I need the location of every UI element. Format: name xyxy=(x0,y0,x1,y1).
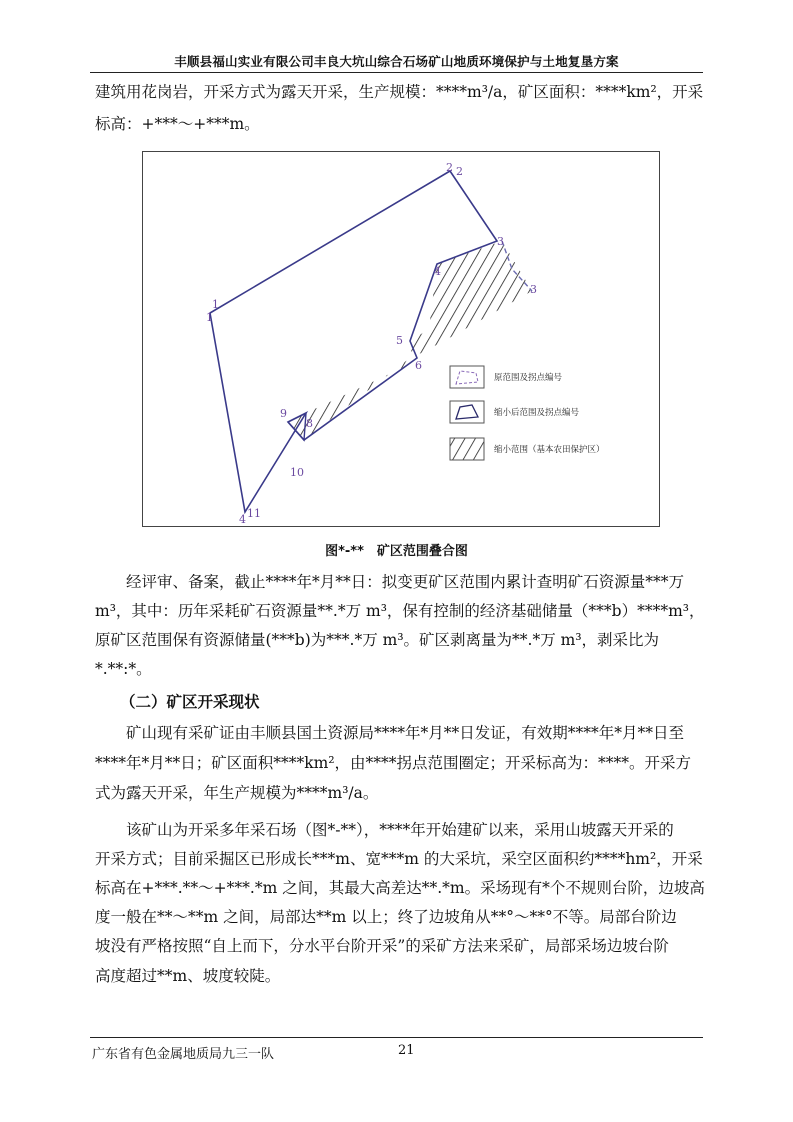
para1-line-2: m³，其中：历年采耗矿石资源量**.*万 m³，保有控制的经济基础储量（***b）****m³， xyxy=(95,602,705,620)
point-label-9: 9 xyxy=(280,407,287,420)
para1-line-4: *.**:*。 xyxy=(95,660,152,678)
para2-line-1: 矿山现有采矿证由丰顺县国土资源局****年*月**日发证，有效期****年*月**日至 xyxy=(126,724,685,742)
figure-caption: 图*-** 矿区范围叠合图 xyxy=(325,544,468,559)
para3-line-5: 坡没有严格按照“自上而下，分水平台阶开采”的采矿方法来采矿，局部采场边坡台阶 xyxy=(95,937,669,955)
point-label-4: 4 xyxy=(434,265,441,278)
para3-line-3: 标高在+***.**～+***.*m 之间，其最大高差达**.*m。采场现有*个不规则台阶，边坡高 xyxy=(95,879,705,897)
intro-line-1: 建筑用花岗岩，开采方式为露天开采，生产规模：****m³/a，矿区面积：****km²，开采 xyxy=(95,83,704,101)
legend-swatch-original xyxy=(456,371,478,384)
para1-line-1: 经评审、备案，截止****年*月**日：拟变更矿区范围内累计查明矿石资源量***万 xyxy=(126,573,685,591)
section-heading: （二）矿区开采现状 xyxy=(120,693,260,711)
reduced-range-boundary xyxy=(210,171,497,512)
point-label-1: 1 xyxy=(206,311,213,324)
page-header-title: 丰顺县福山实业有限公司丰良大坑山综合石场矿山地质环境保护与土地复垦方案 xyxy=(174,54,619,69)
para1-line-3: 原矿区范围保有资源储量(***b)为***.*万 m³。矿区剥离量为**.*万 m³，剥采比为 xyxy=(95,631,660,649)
point-label-3: 3 xyxy=(497,235,504,248)
point-label-8: 8 xyxy=(306,417,313,430)
footer-organization: 广东省有色金属地质局九三一队 xyxy=(92,1047,275,1062)
point-label-4b: 4 xyxy=(239,513,246,526)
intro-line-2: 标高：+***～+***m。 xyxy=(95,115,260,133)
para3-line-1: 该矿山为开采多年采石场（图*-**），****年开始建矿以来，采用山坡露天开采的 xyxy=(126,821,674,839)
legend-swatch-hatched xyxy=(450,438,484,460)
point-label-3b: 3 xyxy=(530,283,537,296)
header-divider xyxy=(90,72,703,73)
mine-area-overlay-map xyxy=(142,151,660,527)
legend-reduced-label: 缩小后范围及拐点编号 xyxy=(494,408,580,418)
para2-line-2: ****年*月**日；矿区面积****km²，由****拐点范围圈定；开采标高为：****。开采方 xyxy=(95,754,692,772)
point-label-2: 2 xyxy=(446,161,453,174)
point-label-1b: 1 xyxy=(212,298,219,311)
legend-swatch-reduced xyxy=(456,405,478,419)
point-label-10: 10 xyxy=(290,466,304,479)
page-number: 21 xyxy=(398,1043,415,1058)
footer-divider xyxy=(90,1037,703,1038)
legend xyxy=(450,366,605,460)
para3-line-6: 高度超过**m、坡度较陡。 xyxy=(95,967,281,985)
legend-original-label: 原范围及拐点编号 xyxy=(494,373,563,383)
point-label-6: 6 xyxy=(415,359,422,372)
para3-line-4: 度一般在**～**m 之间，局部达**m 以上；终了边坡角从**°～**°不等。局部台阶边 xyxy=(95,908,677,926)
para2-line-3: 式为露天开采，年生产规模为****m³/a。 xyxy=(95,784,379,802)
legend-hatched-label: 缩小范围（基本农田保护区） xyxy=(494,445,605,455)
point-label-5: 5 xyxy=(396,334,403,347)
para3-line-2: 开采方式；目前采掘区已形成长***m、宽***m 的大采坑，采空区面积约****hm²，开采 xyxy=(95,850,703,868)
point-label-2b: 2 xyxy=(456,165,463,178)
point-label-11: 11 xyxy=(247,507,261,520)
